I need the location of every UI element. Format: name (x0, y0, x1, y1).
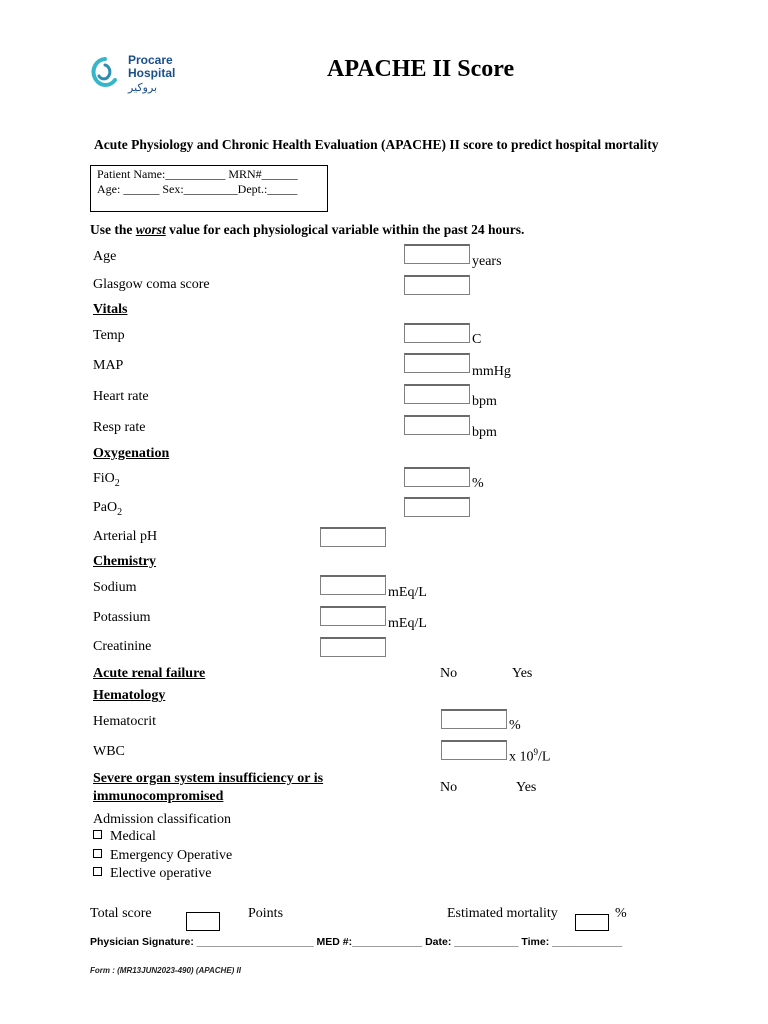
acute-renal-failure-label: Acute renal failure (93, 666, 206, 681)
heart-rate-label: Heart rate (93, 389, 149, 404)
vitals-header: Vitals (93, 302, 128, 317)
potassium-unit: mEq/L (388, 616, 427, 631)
arterial-ph-input[interactable] (320, 527, 386, 547)
organ-insufficiency-label-line1: Severe organ system insufficiency or is (93, 771, 324, 786)
temp-unit: C (472, 332, 482, 347)
checkbox-icon[interactable] (93, 849, 102, 858)
potassium-input[interactable] (320, 606, 386, 626)
patient-name-mrn-line: Patient Name:__________ MRN#______ (97, 167, 298, 181)
pao2-label-main: PaO (93, 500, 118, 515)
points-label: Points (248, 906, 284, 921)
page-title: APACHE II Score (327, 56, 515, 82)
wbc-unit (509, 747, 550, 766)
organ-insufficiency-yes[interactable]: Yes (516, 780, 537, 795)
admission-option-label: Elective operative (110, 866, 212, 881)
fio2-label (93, 471, 120, 489)
temp-input[interactable] (404, 323, 470, 343)
admission-option-elective-operative[interactable] (93, 866, 211, 882)
sodium-input[interactable] (320, 575, 386, 595)
hospital-logo (90, 52, 180, 100)
wbc-label: WBC (93, 744, 125, 759)
oxygenation-header: Oxygenation (93, 446, 170, 461)
total-score-label: Total score (90, 906, 152, 921)
instruction-prefix: Use the (90, 222, 136, 237)
heart-rate-input[interactable] (404, 384, 470, 404)
physician-signature-line: Physician Signature: ____________________ MED #:____________ Date: ___________ Time: ____________ (90, 936, 623, 948)
pao2-label-sub: 2 (117, 506, 123, 518)
total-score-input[interactable] (186, 912, 220, 931)
resp-rate-unit: bpm (472, 425, 497, 440)
sodium-label: Sodium (93, 580, 137, 595)
hematocrit-unit: % (509, 718, 521, 733)
wbc-input[interactable] (441, 740, 507, 760)
estimated-mortality-label: Estimated mortality (447, 906, 558, 921)
map-label: MAP (93, 358, 124, 373)
fio2-unit: % (472, 476, 484, 491)
admission-classification-label: Admission classification (93, 812, 232, 827)
admission-option-emergency-operative[interactable] (93, 848, 232, 864)
chemistry-header: Chemistry (93, 554, 156, 569)
potassium-label: Potassium (93, 610, 151, 625)
page-subtitle: Acute Physiology and Chronic Health Evaluation (APACHE) II score to predict hospital mortality (94, 137, 659, 152)
logo-arabic-text: بروكير (128, 82, 158, 94)
map-unit: mmHg (472, 364, 511, 379)
organ-insufficiency-label-line2: immunocompromised (93, 789, 224, 804)
wbc-unit-suffix: /L (538, 749, 551, 765)
pao2-input[interactable] (404, 497, 470, 517)
organ-insufficiency-no[interactable]: No (440, 780, 458, 795)
acute-renal-failure-no[interactable]: No (440, 666, 458, 681)
hematology-header: Hematology (93, 688, 166, 703)
admission-option-label: Medical (110, 829, 156, 844)
wbc-unit-sup: 9 (533, 747, 538, 757)
creatinine-label: Creatinine (93, 639, 152, 654)
map-input[interactable] (404, 353, 470, 373)
arterial-ph-label: Arterial pH (93, 529, 158, 544)
gcs-label: Glasgow coma score (93, 277, 210, 292)
age-unit: years (472, 254, 502, 269)
admission-option-label: Emergency Operative (110, 848, 233, 863)
logo-name-line1: Procare (128, 53, 173, 67)
patient-info-box (90, 165, 328, 212)
instruction-suffix: value for each physiological variable within the past 24 hours. (165, 222, 525, 237)
sodium-unit: mEq/L (388, 585, 427, 600)
checkbox-icon[interactable] (93, 867, 102, 876)
heart-rate-unit: bpm (472, 394, 497, 409)
fio2-label-sub: 2 (114, 477, 120, 489)
wbc-unit-prefix: x 10 (509, 749, 534, 765)
resp-rate-label: Resp rate (93, 420, 146, 435)
acute-renal-failure-yes[interactable]: Yes (512, 666, 533, 681)
instruction-emphasis: worst (135, 222, 166, 237)
form-footer: Form : (MR13JUN2023-490) (APACHE) II (90, 966, 241, 975)
hematocrit-input[interactable] (441, 709, 507, 729)
fio2-input[interactable] (404, 467, 470, 487)
instruction-text (90, 222, 524, 238)
gcs-input[interactable] (404, 275, 470, 295)
logo-name-line2: Hospital (128, 66, 176, 80)
age-label: Age (93, 249, 117, 264)
checkbox-icon[interactable] (93, 830, 102, 839)
pao2-label (93, 500, 122, 518)
logo-mark-icon (90, 56, 120, 90)
temp-label: Temp (93, 328, 125, 343)
estimated-mortality-input[interactable] (575, 914, 609, 931)
admission-option-medical[interactable] (93, 829, 156, 845)
creatinine-input[interactable] (320, 637, 386, 657)
fio2-label-main: FiO (93, 471, 115, 486)
mortality-percent-label: % (615, 906, 627, 921)
resp-rate-input[interactable] (404, 415, 470, 435)
age-input[interactable] (404, 244, 470, 264)
hematocrit-label: Hematocrit (93, 714, 156, 729)
patient-age-sex-dept-line: Age: ______ Sex:_________Dept.:_____ (97, 182, 298, 196)
